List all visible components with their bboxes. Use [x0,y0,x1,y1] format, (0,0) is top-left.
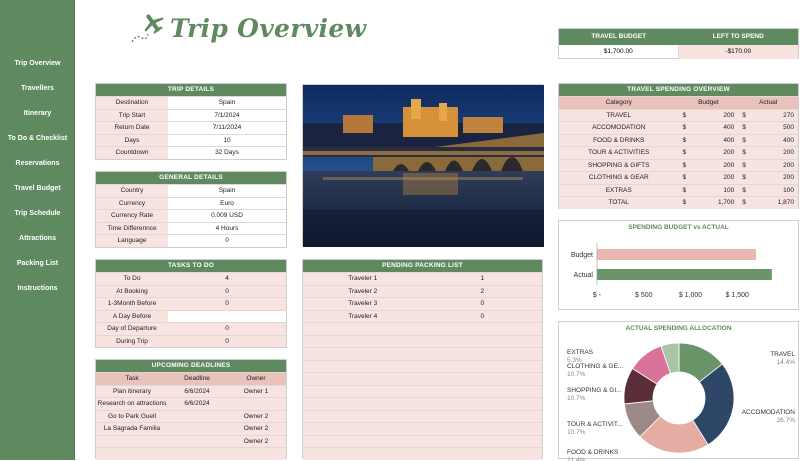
amount: 200 [723,174,735,181]
spending-rows [559,109,798,209]
category-cell: EXTRAS [605,186,632,194]
table-row [96,297,286,310]
table-row [96,272,286,285]
slice-label: ACCOMODATION [741,409,795,416]
row-label: To Do [123,275,141,282]
chart-title: SPENDING BUDGET vs ACTUAL [628,224,729,231]
category-cell: TRAVEL [606,111,632,119]
amount: 270 [783,111,794,119]
row-value: 7/1/2024 [168,110,286,122]
row-label: Time Differennce [107,224,157,232]
left-to-spend-value: -$170.00 [679,45,799,59]
row-label: At Booking [116,287,148,295]
row-label: 1-3Month Before [107,300,157,307]
task-cell: La Sagrada Familia [103,425,161,432]
currency-symbol: $ [742,111,746,119]
slice-label: SHOPPING & GI... [567,387,622,394]
destination-photo [302,84,543,246]
pending-count: 2 [480,287,485,295]
row-value: 0 [225,325,229,332]
slice-percent: 14.4% [776,359,795,366]
row-label: Days [124,136,140,144]
currency-symbol: $ [742,136,746,144]
slice-label: TOUR & ACTIVIT... [567,421,623,428]
amount: 1,700 [717,199,735,206]
page-title: Trip Overview [170,14,367,43]
budget-cell [678,185,738,197]
row-value: 0 [225,337,229,345]
table-row [96,209,286,222]
row-value: 0 [168,235,286,247]
table-row [303,422,542,435]
table-row [303,447,542,460]
table-row [559,134,798,147]
sidebar-item-travel-budget[interactable]: Travel Budget [14,185,61,192]
amount: 500 [783,124,794,131]
trip-details-header: TRIP DETAILS [96,84,286,96]
budget-cell [678,197,738,209]
table-row [96,134,286,147]
amount: 200 [723,149,735,156]
slice-percent: 10.7% [567,395,586,402]
table-row [303,360,542,373]
actual-cell [738,147,798,159]
donut-chart-svg [559,332,798,461]
row-value: 10 [168,135,286,147]
table-row [96,410,286,423]
row-label: Day of Departure [107,325,157,332]
row-value: 0 [225,300,229,307]
table-row [96,121,286,134]
table-row [303,322,542,335]
sidebar [0,0,75,460]
deadline-cell [168,411,226,423]
task-cell: Plan itinerary [113,387,151,395]
task-cell: Go to Park Guell [107,412,157,420]
amount: 100 [723,186,735,194]
table-row [303,347,542,360]
table-row [303,310,542,323]
destination-image [303,85,544,247]
table-row [96,385,286,398]
currency-symbol: $ [682,149,687,156]
sidebar-item-attractions[interactable]: Attractions [19,235,56,242]
table-row [96,435,286,448]
amount: 200 [783,149,794,156]
owner-cell: Owner 2 [243,412,269,420]
slice-percent: 5.3% [567,357,582,364]
pending-count: 1 [480,275,485,282]
row-value: 0.009 USD [168,210,286,222]
table-row [96,447,286,460]
table-row [96,335,286,348]
currency-symbol: $ [682,111,687,119]
row-value: 4 Hours [168,223,286,235]
x-tick-label: $ 500 [634,292,653,299]
slice-label: TRAVEL [770,351,795,358]
spending-column-headers [559,96,798,109]
actual-cell [738,122,798,134]
sidebar-item-travellers[interactable]: Travellers [21,85,54,92]
budget-cell [678,147,738,159]
actual-cell [738,110,798,122]
table-row [96,422,286,435]
owner-cell [226,448,286,460]
currency-symbol: $ [682,186,687,194]
owner-cell: Owner 2 [243,425,269,432]
category-cell: TOTAL [608,199,629,206]
amount: 1,870 [777,199,794,206]
category-cell: FOOD & DRINKS [593,136,645,144]
row-label: Return Date [114,124,150,131]
actual-cell [738,160,798,172]
row-label: Destination [115,99,149,106]
row-value [168,311,286,323]
deadline-cell [168,436,226,448]
column-header-budget: Budget [698,99,719,106]
table-row [96,146,286,159]
deadlines-column-headers [96,372,286,385]
table-row [303,385,542,398]
spending-allocation-chart [558,321,799,459]
table-row [303,372,542,385]
pending-packing-list-table [302,259,543,459]
budget-vs-actual-chart [558,220,799,310]
owner-cell: Owner 2 [243,437,269,445]
row-label: Currency [118,199,146,207]
table-row [96,397,286,410]
row-label: During Trip [116,337,148,345]
table-row [303,335,542,348]
table-row [303,272,542,285]
amount: 400 [783,136,794,144]
column-header-task: Task [125,375,139,382]
packing-header: PENDING PACKING LIST [303,260,542,272]
budget-summary [558,28,799,59]
deadline-cell [168,423,226,435]
table-row [96,197,286,210]
pending-count: 0 [480,300,485,307]
amount: 400 [723,124,735,131]
table-row [96,310,286,323]
task-cell: Research on attractions [97,400,167,407]
owner-cell [226,398,286,410]
row-value: Spain [168,97,286,109]
budget-cell [678,160,738,172]
currency-symbol: $ [682,199,687,206]
slice-percent: 10.7% [567,429,586,436]
amount: 200 [723,111,735,119]
tasks-to-do-table [95,259,287,348]
general-details-table [95,171,287,248]
traveler-name: Traveler 1 [348,275,378,282]
sidebar-item-itinerary[interactable]: Itinerary [23,110,52,117]
slice-percent: 26.7% [776,417,795,424]
table-row [559,146,798,159]
table-row [303,410,542,423]
airplane-logo-icon [128,8,168,48]
column-header-actual: Actual [759,99,778,106]
actual-cell [738,197,798,209]
currency-symbol: $ [742,124,746,131]
traveler-name: Traveler 2 [348,287,378,295]
currency-symbol: $ [742,174,746,181]
general-details-header: GENERAL DETAILS [96,172,286,184]
sidebar-item-instructions[interactable]: Instructions [17,285,58,292]
table-row [559,121,798,134]
table-row [96,109,286,122]
travel-budget-label: TRAVEL BUDGET [591,33,647,40]
left-to-spend-label: LEFT TO SPEND [712,33,764,40]
traveler-name: Traveler 4 [348,312,378,320]
category-cell: TOUR & ACTIVITIES [588,149,650,156]
budget-cell [678,135,738,147]
task-cell [96,436,168,448]
amount: 200 [783,161,794,169]
table-row [559,109,798,122]
deadline-cell: 6/6/2024 [184,400,210,407]
deadline-cell [168,448,226,460]
column-header-deadline: Deadline [184,375,210,382]
row-value: 7/11/2024 [168,122,286,134]
table-row [303,397,542,410]
sidebar-item-trip-schedule[interactable]: Trip Schedule [14,210,61,217]
spending-header: TRAVEL SPENDING OVERVIEW [559,84,798,96]
budget-cell [678,110,738,122]
sidebar-item-todo-checklist[interactable]: To Do & Checklist [7,135,68,142]
table-row [96,322,286,335]
budget-cell [678,122,738,134]
column-header-owner: Owner [246,375,266,382]
trip-details-table [95,83,287,160]
table-row [303,297,542,310]
amount: 200 [783,174,794,181]
table-row [559,159,798,172]
row-value: Spain [168,185,286,197]
traveler-name: Traveler 3 [348,300,378,307]
owner-cell: Owner 1 [243,387,269,395]
deadline-cell: 6/6/2024 [184,387,210,395]
actual-cell [738,172,798,184]
slice-label: EXTRAS [567,349,594,356]
bar-chart-svg [559,231,798,307]
tasks-header: TASKS TO DO [96,260,286,272]
upcoming-deadlines-table [95,359,287,459]
bar-budget [597,249,756,260]
currency-symbol: $ [682,124,687,131]
table-row [559,171,798,184]
amount: 400 [723,136,735,144]
table-row [303,285,542,298]
x-tick-label: $ - [592,292,602,299]
slice-percent: 21.4% [567,457,586,461]
amount: 200 [723,161,735,169]
x-tick-label: $ 1,500 [725,292,749,299]
currency-symbol: $ [682,136,687,144]
row-label: Trip Start [118,111,146,119]
slice-label: CLOTHING & GE... [567,363,624,370]
amount: 100 [783,186,794,194]
sidebar-item-reservations[interactable]: Reservations [15,160,60,167]
row-label: Country [120,187,144,194]
currency-symbol: $ [682,161,687,169]
row-value: 0 [225,287,229,295]
currency-symbol: $ [682,174,687,181]
actual-cell [738,185,798,197]
currency-symbol: $ [742,186,746,194]
chart-title: ACTUAL SPENDING ALLOCATION [625,325,732,332]
row-label: Countdown [115,149,149,156]
table-row [96,234,286,247]
task-cell [96,448,168,460]
x-tick-label: $ 1,000 [678,292,703,299]
row-label: Language [117,237,147,244]
actual-cell [738,135,798,147]
bar-label: Budget [570,252,593,259]
table-row [96,184,286,197]
bar-actual [597,269,772,280]
travel-budget-value: $1,700.00 [559,45,679,59]
currency-symbol: $ [742,199,746,206]
row-value: 4 [225,275,229,282]
pending-count: 0 [480,312,485,320]
table-row [96,285,286,298]
row-label: A Day Before [112,312,152,320]
column-header-category: Category [605,99,632,106]
budget-cell [678,172,738,184]
travel-spending-overview-table [558,83,799,209]
bar-label: Actual [573,272,593,279]
table-row [303,435,542,448]
row-value: Euro [168,198,286,210]
slice-label: FOOD & DRINKS [567,449,619,456]
table-row [559,184,798,197]
row-label: Currency Rate [111,212,153,219]
currency-symbol: $ [742,161,746,169]
sidebar-item-trip-overview[interactable]: Trip Overview [14,60,61,67]
table-row [96,96,286,109]
table-row [559,196,798,209]
deadlines-header: UPCOMING DEADLINES [96,360,286,372]
currency-symbol: $ [742,149,746,156]
category-cell: CLOTHING & GEAR [588,174,649,181]
sidebar-item-packing-list[interactable]: Packing List [16,260,59,267]
category-cell: SHOPPING & GIFTS [588,161,650,169]
slice-percent: 10.7% [567,371,586,378]
category-cell: ACCOMODATION [592,124,646,131]
table-row [96,222,286,235]
row-value: 32 Days [168,147,286,159]
